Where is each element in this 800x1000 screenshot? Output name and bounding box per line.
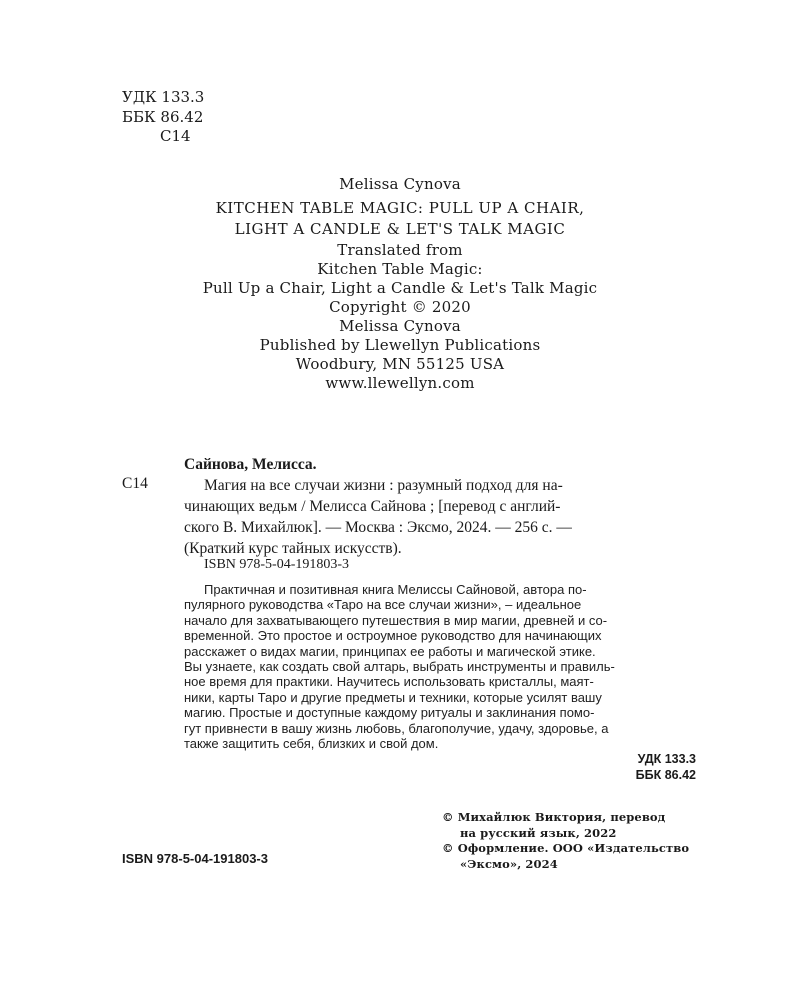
card-description-line: Магия на все случаи жизни : разумный подход для на-	[204, 477, 563, 494]
card-isbn: ISBN 978-5-04-191803-3	[204, 557, 350, 572]
annotation-line: начало для захватывающего путешествия в мир магии, древней и со-	[184, 612, 608, 628]
bbk-code: ББК 86.42	[635, 767, 696, 782]
udk-code: УДК 133.3	[122, 88, 205, 106]
isbn-bottom: ISBN 978-5-04-191803-3	[122, 851, 268, 866]
copyright-notices	[442, 810, 689, 872]
classification-codes-bottom	[636, 752, 696, 783]
annotation-line: также защитить себя, близких и свой дом.	[184, 736, 439, 752]
original-title-line: LIGHT A CANDLE & LET'S TALK MAGIC	[234, 220, 566, 238]
card-description-line: (Краткий курс тайных искусств).	[184, 540, 402, 557]
classification-codes-top	[122, 88, 204, 147]
annotation-line: пулярного руководства «Таро на все случаи жизни», – идеальное	[184, 597, 582, 613]
credits-line: Woodbury, MN 55125 USA	[295, 355, 505, 373]
annotation-line: расскажет о видах магии, принципах ее работы и магической этике.	[184, 643, 596, 659]
card-description-line: ского В. Михайлюк]. — Москва : Эксмо, 2024. — 256 с. —	[184, 519, 572, 536]
design-copyright-cont: «Эксмо», 2024	[460, 856, 558, 871]
credits-line: Translated from	[337, 241, 463, 259]
credits-line: Pull Up a Chair, Light a Candle & Let's Talk Magic	[202, 279, 598, 297]
author-mark: С14	[160, 127, 191, 145]
original-edition-credits	[100, 175, 700, 393]
bbk-code: ББК 86.42	[122, 107, 204, 126]
design-copyright: © Оформление. ООО «Издательство	[442, 841, 690, 855]
translation-copyright: © Михайлюк Виктория, перевод	[442, 810, 666, 824]
annotation-line: ное время для практики. Научитесь использовать кристаллы, маят-	[184, 674, 594, 690]
card-description-line: чинающих ведьм / Мелисса Сайнова ; [перевод с англий-	[184, 498, 561, 515]
annotation-line: временной. Это простое и остроумное руководство для начинающих	[184, 628, 602, 644]
annotation-line: Практичная и позитивная книга Мелиссы Сайновой, автора по-	[204, 582, 587, 597]
original-title-line: KITCHEN TABLE MAGIC: PULL UP A CHAIR,	[215, 199, 585, 217]
credits-line: Melissa Cynova	[339, 317, 461, 335]
original-author: Melissa Cynova	[339, 175, 461, 193]
credits-line: Kitchen Table Magic:	[317, 260, 483, 278]
annotation-line: гут привнести в вашу жизнь любовь, благополучие, удачу, здоровье, а	[184, 720, 609, 736]
credits-line: Published by Llewellyn Publications	[259, 336, 541, 354]
card-author: Сайнова, Мелисса.	[184, 456, 317, 473]
annotation-line: магию. Простые и доступные каждому ритуалы и заклинания помо-	[184, 705, 595, 721]
card-author-mark: С14	[122, 475, 148, 492]
annotation-line: Вы узнаете, как создать свой алтарь, выбрать инструменты и правиль-	[184, 659, 615, 675]
translation-copyright-cont: на русский язык, 2022	[460, 825, 617, 840]
annotation-line: ники, карты Таро и другие предметы и техники, которые усилят вашу	[184, 689, 602, 705]
publisher-website: www.llewellyn.com	[325, 374, 475, 392]
credits-line: Copyright © 2020	[329, 298, 471, 316]
udk-code: УДК 133.3	[637, 752, 696, 766]
book-annotation	[184, 582, 704, 751]
card-bibliographic-description	[184, 475, 702, 559]
